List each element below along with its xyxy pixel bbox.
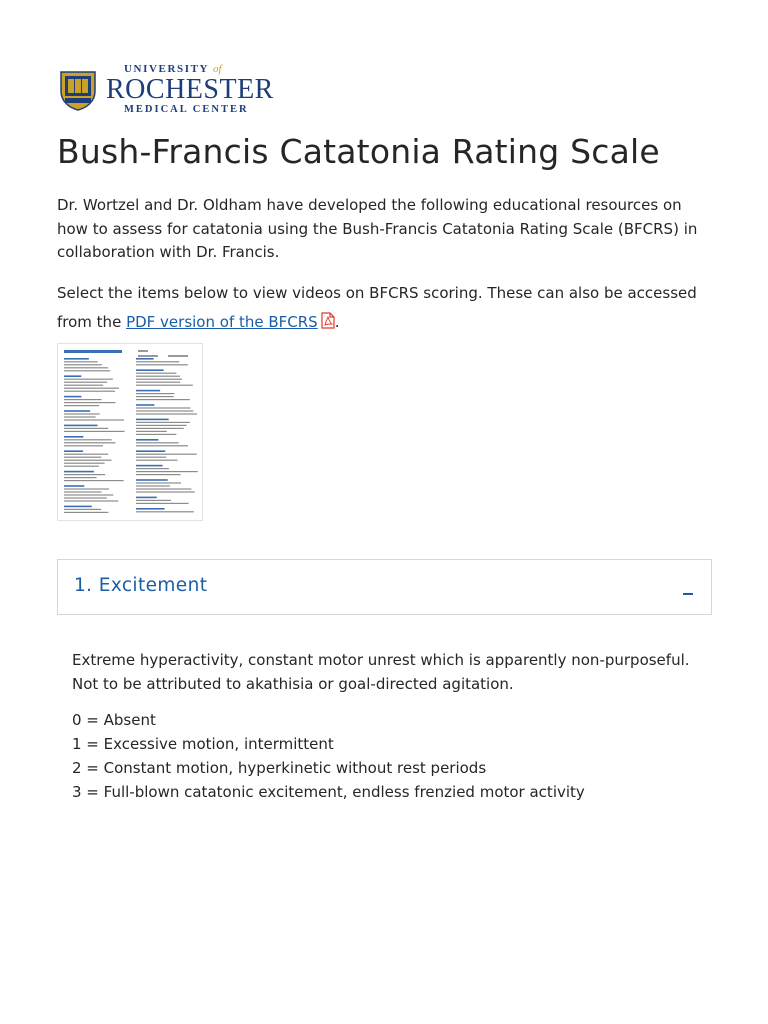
collapse-minus-icon[interactable] bbox=[683, 582, 693, 595]
logo-rochester-text: ROCHESTER bbox=[106, 74, 274, 106]
score-item: 1 = Excessive motion, intermittent bbox=[72, 735, 334, 753]
score-list bbox=[72, 708, 712, 804]
instructions-paragraph bbox=[57, 279, 717, 337]
logo-medical-center-text: MEDICAL CENTER bbox=[124, 104, 249, 116]
university-seal-icon bbox=[58, 69, 98, 111]
accordion-excitement[interactable] bbox=[57, 559, 712, 615]
instructions-end: . bbox=[334, 313, 340, 331]
pdf-file-icon[interactable] bbox=[321, 310, 335, 327]
score-item: 3 = Full-blown catatonic excitement, endless frenzied motor activity bbox=[72, 783, 585, 801]
urmc-logo[interactable] bbox=[58, 63, 274, 116]
logo-university-text: UNIVERSITY of bbox=[124, 63, 222, 76]
accordion-title[interactable]: 1. Excitement bbox=[74, 575, 208, 596]
item-description: Extreme hyperactivity, constant motor unrest which is apparently non-purposeful. Not to be attributed to akathisia or goal-directed agitation. bbox=[72, 651, 690, 693]
page-title: Bush-Francis Catatonia Rating Scale bbox=[57, 132, 660, 171]
instructions-text: Select the items below to view videos on BFCRS scoring. These can also be accessed from the bbox=[57, 284, 697, 331]
intro-paragraph: Dr. Wortzel and Dr. Oldham have developed the following educational resources on how to assess for catatonia using the Bush-Francis Catatonia Rating Scale (BFCRS) in collaboration with Dr. Francis. bbox=[57, 196, 698, 261]
score-item: 0 = Absent bbox=[72, 711, 156, 729]
bfcrs-pdf-thumbnail[interactable] bbox=[57, 343, 203, 521]
score-item: 2 = Constant motion, hyperkinetic without rest periods bbox=[72, 759, 487, 777]
pdf-link[interactable]: PDF version of the BFCRS bbox=[126, 313, 318, 331]
